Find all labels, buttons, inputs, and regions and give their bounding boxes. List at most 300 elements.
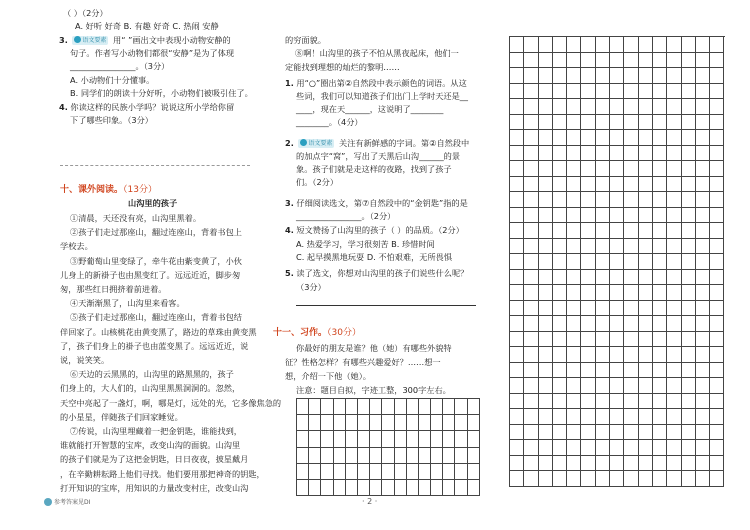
grid-cell[interactable] bbox=[346, 480, 358, 496]
grid-cell[interactable] bbox=[596, 68, 610, 84]
grid-cell[interactable] bbox=[710, 146, 724, 162]
grid-cell[interactable] bbox=[596, 99, 610, 115]
grid-cell[interactable] bbox=[581, 161, 595, 177]
grid-cell[interactable] bbox=[667, 332, 681, 348]
grid-cell[interactable] bbox=[581, 332, 595, 348]
grid-cell[interactable] bbox=[667, 301, 681, 317]
grid-cell[interactable] bbox=[639, 53, 653, 69]
grid-cell[interactable] bbox=[653, 363, 667, 379]
grid-cell[interactable] bbox=[539, 270, 553, 286]
grid-cell[interactable] bbox=[431, 480, 443, 496]
grid-cell[interactable] bbox=[639, 130, 653, 146]
grid-cell[interactable] bbox=[581, 301, 595, 317]
grid-cell[interactable] bbox=[419, 448, 431, 464]
grid-cell[interactable] bbox=[581, 239, 595, 255]
grid-cell[interactable] bbox=[524, 471, 538, 487]
grid-cell[interactable] bbox=[510, 37, 524, 53]
grid-cell[interactable] bbox=[596, 239, 610, 255]
grid-cell[interactable] bbox=[667, 347, 681, 363]
grid-cell[interactable] bbox=[553, 409, 567, 425]
grid-cell[interactable] bbox=[510, 254, 524, 270]
grid-cell[interactable] bbox=[553, 115, 567, 131]
grid-cell[interactable] bbox=[431, 415, 443, 431]
grid-cell[interactable] bbox=[524, 239, 538, 255]
grid-cell[interactable] bbox=[696, 115, 710, 131]
grid-cell[interactable] bbox=[682, 425, 696, 441]
grid-cell[interactable] bbox=[382, 480, 394, 496]
grid-cell[interactable] bbox=[334, 415, 346, 431]
grid-cell[interactable] bbox=[407, 464, 419, 480]
grid-cell[interactable] bbox=[510, 208, 524, 224]
grid-cell[interactable] bbox=[510, 223, 524, 239]
grid-cell[interactable] bbox=[581, 316, 595, 332]
grid-cell[interactable] bbox=[696, 239, 710, 255]
grid-cell[interactable] bbox=[567, 332, 581, 348]
grid-cell[interactable] bbox=[524, 68, 538, 84]
grid-cell[interactable] bbox=[653, 68, 667, 84]
grid-cell[interactable] bbox=[682, 409, 696, 425]
grid-cell[interactable] bbox=[653, 84, 667, 100]
grid-cell[interactable] bbox=[321, 464, 333, 480]
grid-cell[interactable] bbox=[468, 415, 480, 431]
grid-cell[interactable] bbox=[710, 456, 724, 472]
grid-cell[interactable] bbox=[334, 399, 346, 415]
grid-cell[interactable] bbox=[696, 456, 710, 472]
grid-cell[interactable] bbox=[510, 146, 524, 162]
grid-cell[interactable] bbox=[610, 254, 624, 270]
grid-cell[interactable] bbox=[539, 471, 553, 487]
grid-cell[interactable] bbox=[624, 471, 638, 487]
grid-cell[interactable] bbox=[610, 440, 624, 456]
grid-cell[interactable] bbox=[407, 480, 419, 496]
grid-cell[interactable] bbox=[524, 332, 538, 348]
grid-cell[interactable] bbox=[667, 53, 681, 69]
grid-cell[interactable] bbox=[710, 440, 724, 456]
grid-cell[interactable] bbox=[710, 192, 724, 208]
grid-cell[interactable] bbox=[468, 431, 480, 447]
grid-cell[interactable] bbox=[553, 347, 567, 363]
grid-cell[interactable] bbox=[510, 440, 524, 456]
grid-cell[interactable] bbox=[553, 208, 567, 224]
grid-cell[interactable] bbox=[696, 347, 710, 363]
grid-cell[interactable] bbox=[455, 464, 467, 480]
grid-cell[interactable] bbox=[710, 177, 724, 193]
grid-cell[interactable] bbox=[443, 431, 455, 447]
grid-cell[interactable] bbox=[510, 347, 524, 363]
grid-cell[interactable] bbox=[653, 37, 667, 53]
grid-cell[interactable] bbox=[610, 223, 624, 239]
grid-cell[interactable] bbox=[667, 378, 681, 394]
grid-cell[interactable] bbox=[419, 415, 431, 431]
grid-cell[interactable] bbox=[682, 130, 696, 146]
grid-cell[interactable] bbox=[667, 456, 681, 472]
grid-cell[interactable] bbox=[581, 177, 595, 193]
grid-cell[interactable] bbox=[639, 456, 653, 472]
grid-cell[interactable] bbox=[539, 146, 553, 162]
grid-cell[interactable] bbox=[524, 270, 538, 286]
grid-cell[interactable] bbox=[510, 53, 524, 69]
grid-cell[interactable] bbox=[682, 285, 696, 301]
grid-cell[interactable] bbox=[567, 177, 581, 193]
grid-cell[interactable] bbox=[653, 177, 667, 193]
grid-cell[interactable] bbox=[596, 53, 610, 69]
grid-cell[interactable] bbox=[539, 363, 553, 379]
grid-cell[interactable] bbox=[539, 394, 553, 410]
grid-cell[interactable] bbox=[653, 115, 667, 131]
grid-cell[interactable] bbox=[639, 208, 653, 224]
grid-cell[interactable] bbox=[682, 115, 696, 131]
grid-cell[interactable] bbox=[553, 37, 567, 53]
grid-cell[interactable] bbox=[524, 440, 538, 456]
grid-cell[interactable] bbox=[309, 415, 321, 431]
grid-cell[interactable] bbox=[553, 53, 567, 69]
grid-cell[interactable] bbox=[419, 431, 431, 447]
grid-cell[interactable] bbox=[653, 99, 667, 115]
grid-cell[interactable] bbox=[370, 464, 382, 480]
grid-cell[interactable] bbox=[596, 456, 610, 472]
grid-cell[interactable] bbox=[596, 425, 610, 441]
grid-cell[interactable] bbox=[610, 115, 624, 131]
grid-cell[interactable] bbox=[639, 425, 653, 441]
grid-cell[interactable] bbox=[581, 254, 595, 270]
grid-cell[interactable] bbox=[624, 378, 638, 394]
grid-cell[interactable] bbox=[524, 192, 538, 208]
grid-cell[interactable] bbox=[667, 99, 681, 115]
grid-cell[interactable] bbox=[610, 378, 624, 394]
grid-cell[interactable] bbox=[581, 440, 595, 456]
grid-cell[interactable] bbox=[510, 425, 524, 441]
grid-cell[interactable] bbox=[682, 208, 696, 224]
grid-cell[interactable] bbox=[346, 415, 358, 431]
grid-cell[interactable] bbox=[682, 192, 696, 208]
grid-cell[interactable] bbox=[653, 301, 667, 317]
grid-cell[interactable] bbox=[624, 223, 638, 239]
grid-cell[interactable] bbox=[567, 37, 581, 53]
grid-cell[interactable] bbox=[567, 208, 581, 224]
grid-cell[interactable] bbox=[596, 84, 610, 100]
grid-cell[interactable] bbox=[682, 68, 696, 84]
grid-cell[interactable] bbox=[624, 146, 638, 162]
grid-cell[interactable] bbox=[639, 332, 653, 348]
grid-cell[interactable] bbox=[553, 130, 567, 146]
grid-cell[interactable] bbox=[624, 332, 638, 348]
grid-cell[interactable] bbox=[610, 177, 624, 193]
grid-cell[interactable] bbox=[596, 130, 610, 146]
grid-cell[interactable] bbox=[581, 378, 595, 394]
grid-cell[interactable] bbox=[696, 68, 710, 84]
grid-cell[interactable] bbox=[334, 448, 346, 464]
grid-cell[interactable] bbox=[581, 37, 595, 53]
grid-cell[interactable] bbox=[667, 239, 681, 255]
grid-cell[interactable] bbox=[567, 254, 581, 270]
grid-cell[interactable] bbox=[321, 431, 333, 447]
grid-cell[interactable] bbox=[624, 363, 638, 379]
grid-cell[interactable] bbox=[639, 223, 653, 239]
grid-cell[interactable] bbox=[610, 471, 624, 487]
grid-cell[interactable] bbox=[710, 254, 724, 270]
grid-cell[interactable] bbox=[382, 448, 394, 464]
grid-cell[interactable] bbox=[610, 285, 624, 301]
grid-cell[interactable] bbox=[539, 208, 553, 224]
grid-cell[interactable] bbox=[358, 480, 370, 496]
grid-cell[interactable] bbox=[653, 130, 667, 146]
grid-cell[interactable] bbox=[682, 84, 696, 100]
grid-cell[interactable] bbox=[624, 37, 638, 53]
grid-cell[interactable] bbox=[710, 270, 724, 286]
grid-cell[interactable] bbox=[334, 480, 346, 496]
grid-cell[interactable] bbox=[553, 456, 567, 472]
grid-cell[interactable] bbox=[309, 464, 321, 480]
grid-cell[interactable] bbox=[553, 378, 567, 394]
grid-cell[interactable] bbox=[297, 464, 309, 480]
grid-cell[interactable] bbox=[468, 448, 480, 464]
grid-cell[interactable] bbox=[309, 480, 321, 496]
grid-cell[interactable] bbox=[321, 448, 333, 464]
grid-cell[interactable] bbox=[682, 99, 696, 115]
grid-cell[interactable] bbox=[539, 177, 553, 193]
grid-cell[interactable] bbox=[407, 415, 419, 431]
grid-cell[interactable] bbox=[710, 208, 724, 224]
grid-cell[interactable] bbox=[624, 161, 638, 177]
grid-cell[interactable] bbox=[667, 223, 681, 239]
grid-cell[interactable] bbox=[443, 415, 455, 431]
grid-cell[interactable] bbox=[567, 130, 581, 146]
grid-cell[interactable] bbox=[696, 285, 710, 301]
grid-cell[interactable] bbox=[510, 456, 524, 472]
grid-cell[interactable] bbox=[468, 399, 480, 415]
grid-cell[interactable] bbox=[567, 409, 581, 425]
grid-cell[interactable] bbox=[370, 431, 382, 447]
grid-cell[interactable] bbox=[610, 270, 624, 286]
grid-cell[interactable] bbox=[610, 161, 624, 177]
grid-cell[interactable] bbox=[539, 347, 553, 363]
grid-cell[interactable] bbox=[297, 399, 309, 415]
grid-cell[interactable] bbox=[407, 399, 419, 415]
grid-cell[interactable] bbox=[610, 192, 624, 208]
grid-cell[interactable] bbox=[370, 448, 382, 464]
grid-cell[interactable] bbox=[624, 409, 638, 425]
grid-cell[interactable] bbox=[639, 99, 653, 115]
grid-cell[interactable] bbox=[553, 363, 567, 379]
grid-cell[interactable] bbox=[524, 223, 538, 239]
grid-cell[interactable] bbox=[567, 363, 581, 379]
grid-cell[interactable] bbox=[539, 301, 553, 317]
grid-cell[interactable] bbox=[395, 415, 407, 431]
grid-cell[interactable] bbox=[581, 99, 595, 115]
grid-cell[interactable] bbox=[667, 285, 681, 301]
grid-cell[interactable] bbox=[567, 239, 581, 255]
grid-cell[interactable] bbox=[553, 223, 567, 239]
grid-cell[interactable] bbox=[539, 409, 553, 425]
grid-cell[interactable] bbox=[553, 254, 567, 270]
grid-cell[interactable] bbox=[610, 409, 624, 425]
grid-cell[interactable] bbox=[624, 68, 638, 84]
grid-cell[interactable] bbox=[696, 37, 710, 53]
grid-cell[interactable] bbox=[581, 53, 595, 69]
grid-cell[interactable] bbox=[610, 363, 624, 379]
grid-cell[interactable] bbox=[510, 363, 524, 379]
grid-cell[interactable] bbox=[696, 223, 710, 239]
grid-cell[interactable] bbox=[624, 115, 638, 131]
grid-cell[interactable] bbox=[539, 99, 553, 115]
grid-cell[interactable] bbox=[696, 254, 710, 270]
grid-cell[interactable] bbox=[667, 394, 681, 410]
grid-cell[interactable] bbox=[431, 431, 443, 447]
grid-cell[interactable] bbox=[581, 425, 595, 441]
grid-cell[interactable] bbox=[653, 208, 667, 224]
grid-cell[interactable] bbox=[624, 84, 638, 100]
grid-cell[interactable] bbox=[610, 456, 624, 472]
grid-cell[interactable] bbox=[610, 208, 624, 224]
grid-cell[interactable] bbox=[610, 316, 624, 332]
grid-cell[interactable] bbox=[581, 456, 595, 472]
grid-cell[interactable] bbox=[653, 254, 667, 270]
grid-cell[interactable] bbox=[539, 425, 553, 441]
grid-cell[interactable] bbox=[321, 480, 333, 496]
grid-cell[interactable] bbox=[455, 431, 467, 447]
grid-cell[interactable] bbox=[581, 347, 595, 363]
grid-cell[interactable] bbox=[581, 223, 595, 239]
grid-cell[interactable] bbox=[653, 53, 667, 69]
grid-cell[interactable] bbox=[624, 425, 638, 441]
grid-cell[interactable] bbox=[624, 177, 638, 193]
grid-cell[interactable] bbox=[710, 394, 724, 410]
grid-cell[interactable] bbox=[696, 471, 710, 487]
grid-cell[interactable] bbox=[710, 239, 724, 255]
grid-cell[interactable] bbox=[667, 270, 681, 286]
grid-cell[interactable] bbox=[682, 146, 696, 162]
grid-cell[interactable] bbox=[539, 37, 553, 53]
grid-cell[interactable] bbox=[510, 471, 524, 487]
grid-cell[interactable] bbox=[639, 301, 653, 317]
grid-cell[interactable] bbox=[653, 332, 667, 348]
grid-cell[interactable] bbox=[581, 270, 595, 286]
grid-cell[interactable] bbox=[624, 270, 638, 286]
grid-cell[interactable] bbox=[639, 316, 653, 332]
grid-cell[interactable] bbox=[610, 425, 624, 441]
grid-cell[interactable] bbox=[696, 146, 710, 162]
grid-cell[interactable] bbox=[596, 161, 610, 177]
grid-cell[interactable] bbox=[682, 161, 696, 177]
grid-cell[interactable] bbox=[639, 363, 653, 379]
grid-cell[interactable] bbox=[510, 177, 524, 193]
grid-cell[interactable] bbox=[581, 192, 595, 208]
grid-cell[interactable] bbox=[567, 316, 581, 332]
grid-cell[interactable] bbox=[524, 394, 538, 410]
grid-cell[interactable] bbox=[682, 270, 696, 286]
grid-cell[interactable] bbox=[553, 332, 567, 348]
grid-cell[interactable] bbox=[596, 363, 610, 379]
grid-cell[interactable] bbox=[581, 471, 595, 487]
grid-cell[interactable] bbox=[309, 448, 321, 464]
grid-cell[interactable] bbox=[710, 409, 724, 425]
grid-cell[interactable] bbox=[346, 464, 358, 480]
grid-cell[interactable] bbox=[567, 146, 581, 162]
grid-cell[interactable] bbox=[596, 285, 610, 301]
grid-cell[interactable] bbox=[682, 301, 696, 317]
grid-cell[interactable] bbox=[667, 130, 681, 146]
grid-cell[interactable] bbox=[653, 425, 667, 441]
grid-cell[interactable] bbox=[624, 316, 638, 332]
writing-grid-middle[interactable] bbox=[296, 398, 480, 496]
grid-cell[interactable] bbox=[382, 399, 394, 415]
grid-cell[interactable] bbox=[710, 316, 724, 332]
grid-cell[interactable] bbox=[581, 84, 595, 100]
grid-cell[interactable] bbox=[710, 68, 724, 84]
grid-cell[interactable] bbox=[567, 425, 581, 441]
grid-cell[interactable] bbox=[567, 84, 581, 100]
grid-cell[interactable] bbox=[395, 464, 407, 480]
grid-cell[interactable] bbox=[610, 130, 624, 146]
grid-cell[interactable] bbox=[553, 285, 567, 301]
grid-cell[interactable] bbox=[510, 316, 524, 332]
grid-cell[interactable] bbox=[667, 208, 681, 224]
grid-cell[interactable] bbox=[539, 285, 553, 301]
grid-cell[interactable] bbox=[567, 347, 581, 363]
grid-cell[interactable] bbox=[297, 431, 309, 447]
grid-cell[interactable] bbox=[510, 115, 524, 131]
grid-cell[interactable] bbox=[696, 332, 710, 348]
grid-cell[interactable] bbox=[639, 471, 653, 487]
grid-cell[interactable] bbox=[710, 223, 724, 239]
grid-cell[interactable] bbox=[624, 53, 638, 69]
grid-cell[interactable] bbox=[419, 399, 431, 415]
grid-cell[interactable] bbox=[581, 363, 595, 379]
grid-cell[interactable] bbox=[610, 332, 624, 348]
grid-cell[interactable] bbox=[539, 316, 553, 332]
grid-cell[interactable] bbox=[653, 192, 667, 208]
grid-cell[interactable] bbox=[596, 270, 610, 286]
grid-cell[interactable] bbox=[710, 301, 724, 317]
grid-cell[interactable] bbox=[710, 363, 724, 379]
grid-cell[interactable] bbox=[358, 399, 370, 415]
grid-cell[interactable] bbox=[596, 37, 610, 53]
grid-cell[interactable] bbox=[596, 254, 610, 270]
grid-cell[interactable] bbox=[653, 316, 667, 332]
grid-cell[interactable] bbox=[524, 37, 538, 53]
grid-cell[interactable] bbox=[309, 431, 321, 447]
grid-cell[interactable] bbox=[653, 409, 667, 425]
grid-cell[interactable] bbox=[510, 409, 524, 425]
grid-cell[interactable] bbox=[653, 161, 667, 177]
grid-cell[interactable] bbox=[553, 192, 567, 208]
grid-cell[interactable] bbox=[710, 285, 724, 301]
grid-cell[interactable] bbox=[524, 316, 538, 332]
grid-cell[interactable] bbox=[653, 394, 667, 410]
grid-cell[interactable] bbox=[321, 415, 333, 431]
grid-cell[interactable] bbox=[567, 53, 581, 69]
grid-cell[interactable] bbox=[696, 161, 710, 177]
grid-cell[interactable] bbox=[682, 456, 696, 472]
grid-cell[interactable] bbox=[581, 130, 595, 146]
grid-cell[interactable] bbox=[581, 208, 595, 224]
grid-cell[interactable] bbox=[567, 270, 581, 286]
grid-cell[interactable] bbox=[524, 130, 538, 146]
grid-cell[interactable] bbox=[581, 146, 595, 162]
grid-cell[interactable] bbox=[639, 347, 653, 363]
grid-cell[interactable] bbox=[553, 68, 567, 84]
grid-cell[interactable] bbox=[667, 316, 681, 332]
grid-cell[interactable] bbox=[524, 208, 538, 224]
grid-cell[interactable] bbox=[358, 431, 370, 447]
grid-cell[interactable] bbox=[539, 192, 553, 208]
grid-cell[interactable] bbox=[653, 146, 667, 162]
grid-cell[interactable] bbox=[610, 146, 624, 162]
grid-cell[interactable] bbox=[524, 378, 538, 394]
grid-cell[interactable] bbox=[321, 399, 333, 415]
grid-cell[interactable] bbox=[309, 399, 321, 415]
grid-cell[interactable] bbox=[553, 161, 567, 177]
